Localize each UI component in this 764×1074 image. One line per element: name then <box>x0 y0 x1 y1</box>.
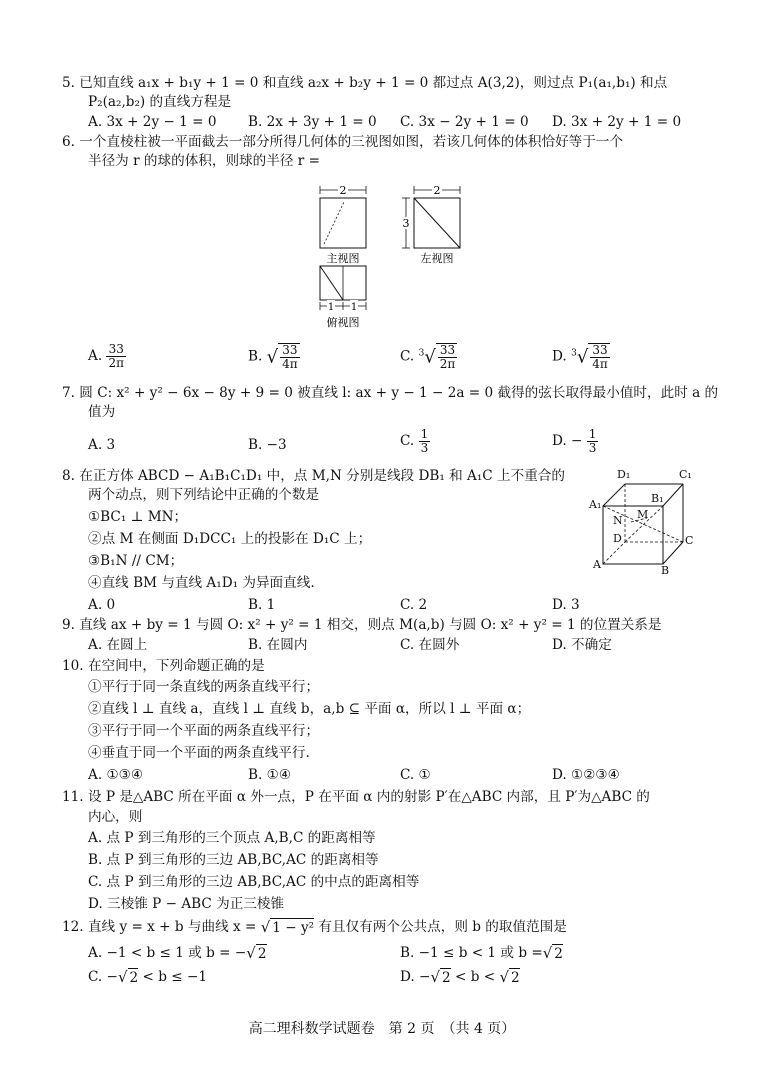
sqrt <box>118 968 138 987</box>
q6-option-b[interactable] <box>248 343 300 371</box>
q11-option-d[interactable]: D. 三棱锥 P − ABC 为正三棱锥 <box>88 896 285 912</box>
radical-sign: √ <box>117 968 128 986</box>
root-index: 3 <box>418 348 425 359</box>
q5-option-c[interactable]: C. 3x − 2y + 1 = 0 <box>400 114 529 130</box>
q6-stem-line2: 半径为 r 的球的体积，则球的半径 r = <box>88 153 320 169</box>
cube-label-c: C <box>685 534 694 547</box>
q8-option-d[interactable]: D. 3 <box>552 597 580 613</box>
q11-stem-line2: 内心，则 <box>88 809 143 825</box>
q9-option-c[interactable]: C. 在圆外 <box>400 637 460 653</box>
numerator: 33 <box>106 343 126 357</box>
option-text: A. −1 < b ≤ 1 或 b = − <box>88 945 247 961</box>
option-letter: C. <box>400 433 415 449</box>
q12-stem-line1 <box>62 918 567 937</box>
sqrt <box>267 343 300 371</box>
numerator: 33 <box>280 344 300 358</box>
fraction <box>419 428 431 455</box>
q8-option-b[interactable]: B. 1 <box>248 597 276 613</box>
denominator: 4π <box>592 357 608 371</box>
denominator: 2π <box>108 356 124 370</box>
cube-label-b: B <box>661 564 670 577</box>
q5-option-d[interactable]: D. 3x + 2y + 1 = 0 <box>552 114 682 130</box>
q8-item-1: ①BC₁ ⊥ MN； <box>88 509 188 525</box>
q6-stem-line1: 6. 一个直棱柱被一平面截去一部分所得几何体的三视图如图，若该几何体的体积恰好等于一个 <box>62 134 624 150</box>
left-width-dim: 2 <box>433 184 441 197</box>
radical-sign: √ <box>542 944 553 962</box>
option-letter: D. <box>552 348 567 365</box>
cube-root <box>419 343 458 371</box>
q5-option-a[interactable]: A. 3x + 2y − 1 = 0 <box>88 114 217 130</box>
q9-stem-line1: 9. 直线 ax + by = 1 与圆 O: x² + y² = 1 相交，则点 M(a,b) 与圆 O: x² + y² = 1 的位置关系是 <box>62 617 662 633</box>
radical-sign: √ <box>424 346 436 368</box>
cube-label-c1: C₁ <box>679 468 692 481</box>
q11-option-b[interactable]: B. 点 P 到三角形的三边 AB,BC,AC 的距离相等 <box>88 852 379 868</box>
cube-label-d: D <box>613 532 622 545</box>
q12-option-d[interactable] <box>400 968 520 987</box>
option-text: D. − <box>400 969 431 985</box>
radicand: 2 <box>554 946 563 962</box>
fraction <box>590 344 610 371</box>
q10-stem-line1: 10. 在空间中，下列命题正确的是 <box>62 658 265 674</box>
fraction <box>438 344 458 371</box>
q9-option-d[interactable]: D. 不确定 <box>552 637 612 653</box>
q8-item-2: ②点 M 在侧面 D₁DCC₁ 上的投影在 D₁C 上； <box>88 531 372 547</box>
q6-option-c[interactable] <box>400 343 457 371</box>
fraction <box>587 428 599 455</box>
front-view <box>320 184 366 265</box>
sqrt <box>543 944 563 963</box>
cube-label-a1: A₁ <box>589 498 602 511</box>
q8-stem-line2: 两个动点，则下列结论中正确的个数是 <box>88 487 320 503</box>
front-view-label: 主视图 <box>326 252 360 265</box>
q9-option-b[interactable]: B. 在圆内 <box>248 637 308 653</box>
front-width-dim: 2 <box>339 184 347 197</box>
radical-sign: √ <box>430 968 441 986</box>
cube-figure <box>585 462 700 577</box>
q10-item-2: ②直线 l ⊥ 直线 a，直线 l ⊥ 直线 b，a,b ⊆ 平面 α，所以 l ⊥ 平面 α； <box>88 701 531 717</box>
top-dim-left: 1 <box>327 302 335 313</box>
q6-option-a[interactable] <box>88 343 126 370</box>
q8-item-3: ③B₁N // CM； <box>88 553 184 569</box>
top-dim-right: 1 <box>350 302 358 313</box>
q8-option-c[interactable]: C. 2 <box>400 597 428 613</box>
sqrt <box>246 944 266 963</box>
q5-option-b[interactable]: B. 2x + 3y + 1 = 0 <box>248 114 377 130</box>
cube-label-m: M <box>637 508 649 521</box>
top-view-label: 俯视图 <box>326 316 360 329</box>
option-text: C. − <box>88 969 118 985</box>
q7-stem-line2: 值为 <box>88 404 116 420</box>
q7-option-c[interactable] <box>400 428 430 455</box>
q12-option-c[interactable] <box>88 968 207 987</box>
sqrt <box>499 968 519 987</box>
option-text-post: < b ≤ −1 <box>142 969 207 985</box>
q6-option-d[interactable] <box>552 343 610 371</box>
top-view <box>320 266 366 329</box>
cube-label-a: A <box>593 558 601 571</box>
radicand: 2 <box>511 970 520 986</box>
q12-stem-post: 有且仅有两个公共点，则 b 的取值范围是 <box>318 919 567 935</box>
radicand: 2 <box>442 970 451 986</box>
q11-option-c[interactable]: C. 点 P 到三角形的三边 AB,BC,AC 的中点的距离相等 <box>88 874 420 890</box>
q5-stem-line1: 5. 已知直线 a₁x + b₁y + 1 = 0 和直线 a₂x + b₂y + 1 = 0 都过点 A(3,2)，则过点 P₁(a₁,b₁) 和点 <box>62 75 668 91</box>
q7-stem-line1: 7. 圆 C: x² + y² − 6x − 8y + 9 = 0 被直线 l: ax + y − 1 − 2a = 0 截得的弦长取得最小值时，此时 a 的 <box>62 385 719 401</box>
radical-sign: √ <box>499 968 510 986</box>
radical-sign: √ <box>260 918 271 936</box>
left-view <box>401 184 460 265</box>
q7-option-a[interactable]: A. 3 <box>88 437 116 453</box>
denominator: 3 <box>420 441 429 455</box>
q12-option-b[interactable] <box>400 944 563 963</box>
q11-stem-line1: 11. 设 P 是△ABC 所在平面 α 外一点，P 在平面 α 内的射影 P′在△ABC 内部，且 P′为△ABC 的 <box>62 789 650 805</box>
q9-option-a[interactable]: A. 在圆上 <box>88 637 148 653</box>
denominator: 4π <box>282 357 298 371</box>
q11-option-a[interactable]: A. 点 P 到三角形的三个顶点 A,B,C 的距离相等 <box>88 830 376 846</box>
root-index: 3 <box>571 348 577 359</box>
left-height-dim: 3 <box>402 217 410 230</box>
option-letter: B. <box>248 348 263 365</box>
q12-option-a[interactable] <box>88 944 267 963</box>
cube-root <box>571 343 610 371</box>
cube-label-d1: D₁ <box>617 468 631 481</box>
denominator: 2π <box>439 357 456 371</box>
left-view-label: 左视图 <box>420 252 454 265</box>
radical-sign: √ <box>576 346 589 368</box>
q5-stem-line2: P₂(a₂,b₂) 的直线方程是 <box>88 94 232 110</box>
sqrt <box>430 968 450 987</box>
q10-item-4: ④垂直于同一个平面的两条直线平行. <box>88 745 310 761</box>
q7-option-b[interactable]: B. −3 <box>248 437 287 453</box>
option-text: B. −1 ≤ b < 1 或 b = <box>400 945 543 961</box>
q7-option-d[interactable] <box>552 428 598 455</box>
q12-stem-pre: 12. 直线 y = x + b 与曲线 x = <box>62 919 257 935</box>
numerator: 1 <box>420 427 429 441</box>
numerator: 1 <box>588 427 597 441</box>
option-text-mid: < b < <box>455 969 496 985</box>
q10-item-1: ①平行于同一条直线的两条直线平行； <box>88 679 320 695</box>
q10-option-b[interactable]: B. ①④ <box>248 767 292 783</box>
fraction <box>280 344 300 371</box>
fraction <box>106 343 126 370</box>
three-view-figure <box>310 180 470 332</box>
q10-option-a[interactable]: A. ①③④ <box>88 767 144 783</box>
page-footer: 高二理科数学试题卷 第 2 页 （共 4 页） <box>248 1021 516 1037</box>
radicand: 2 <box>129 970 139 986</box>
radicand: 2 <box>257 946 267 962</box>
option-letter: C. <box>400 348 415 365</box>
cube-label-b1: B₁ <box>651 492 664 505</box>
q10-item-3: ③平行于同一个平面的两条直线平行； <box>88 723 320 739</box>
q10-option-d[interactable]: D. ①②③④ <box>552 767 620 783</box>
sqrt <box>261 918 314 937</box>
q8-option-a[interactable]: A. 0 <box>88 597 116 613</box>
cube-label-n: N <box>613 514 623 527</box>
denominator: 3 <box>588 441 597 455</box>
radical-sign: √ <box>246 944 256 962</box>
radicand: 1 − y² <box>272 920 315 936</box>
q8-item-4: ④直线 BM 与直线 A₁D₁ 为异面直线. <box>88 575 315 591</box>
q10-option-c[interactable]: C. ① <box>400 767 431 783</box>
option-letter: A. <box>88 348 103 364</box>
numerator: 33 <box>438 344 458 358</box>
q8-stem-line1: 8. 在正方体 ABCD − A₁B₁C₁D₁ 中，点 M,N 分别是线段 DB₁ 和 A₁C 上不重合的 <box>62 468 565 484</box>
option-letter: D. − <box>552 433 583 449</box>
radical-sign: √ <box>266 346 279 368</box>
numerator: 33 <box>590 344 610 358</box>
